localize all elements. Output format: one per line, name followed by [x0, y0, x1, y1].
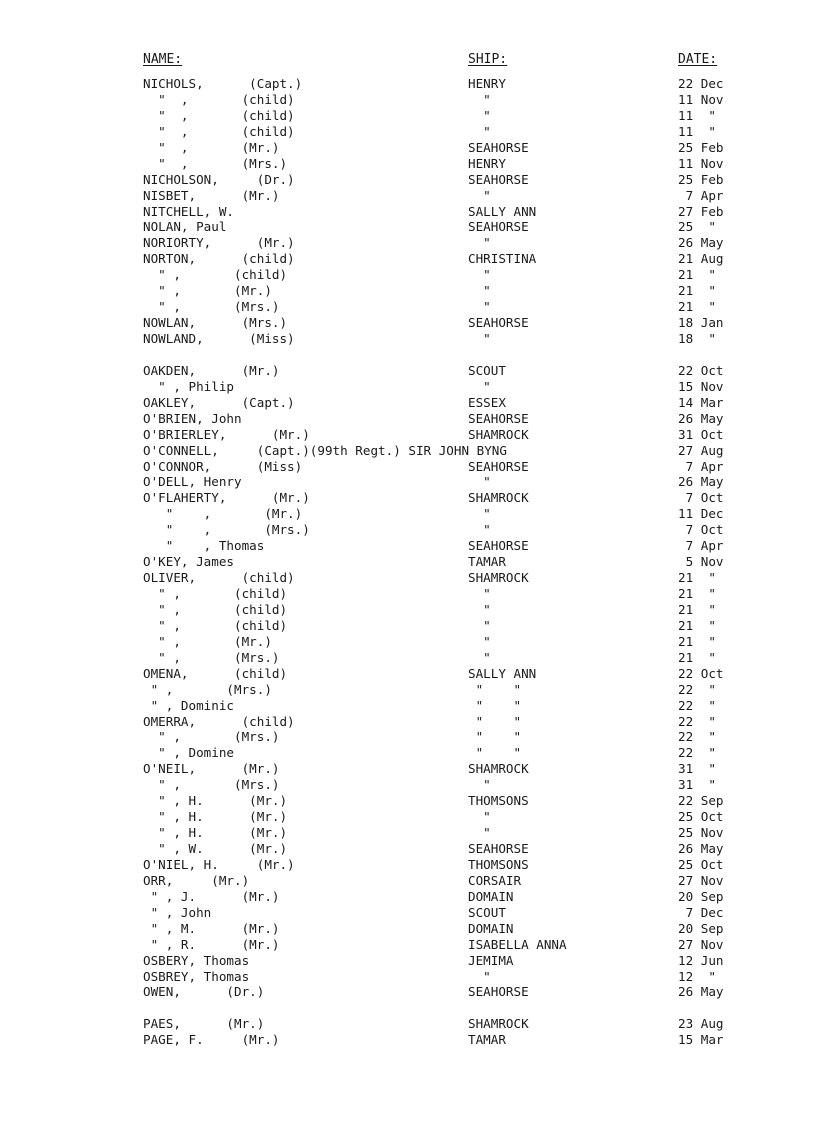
passenger-name: O'FLAHERTY, (Mr.) — [143, 490, 310, 506]
passenger-name: " , (child) — [143, 586, 288, 601]
list-row — [0, 363, 816, 379]
spacer-row — [0, 1000, 816, 1016]
ship-name: " — [468, 123, 491, 139]
passenger-name: " , H. (Mr.) — [143, 793, 288, 809]
list-row — [0, 395, 816, 411]
list-row — [0, 188, 816, 204]
passenger-name: " , (Mrs.) — [143, 299, 280, 315]
ship-column-header: SHIP: — [468, 52, 508, 67]
passenger-name: " , H. (Mr.) — [143, 825, 288, 841]
arrival-date: 12 " — [678, 968, 716, 984]
list-row — [0, 427, 816, 443]
ship-name: SHAMROCK — [468, 570, 529, 586]
ship-name: SALLY ANN — [468, 665, 537, 681]
passenger-name: O'DELL, Henry — [143, 474, 242, 490]
arrival-date: 21 " — [678, 570, 716, 586]
arrival-date: 27 Nov — [678, 936, 724, 952]
ship-name: " — [468, 187, 491, 203]
list-row — [0, 219, 816, 235]
ship-name: " — [468, 968, 491, 984]
arrival-date: 27 Aug — [678, 442, 724, 458]
arrival-date: 22 " — [678, 697, 716, 713]
arrival-date: 22 Oct — [678, 362, 724, 378]
arrival-date: 25 Feb — [678, 139, 724, 155]
passenger-name: OSBERY, Thomas — [143, 952, 250, 968]
list-row — [0, 1032, 816, 1048]
arrival-date: 26 May — [678, 235, 724, 251]
ship-name: CORSAIR — [468, 872, 522, 888]
passenger-name: PAES, (Mr.) — [143, 1016, 265, 1032]
list-row — [0, 124, 816, 140]
list-row — [0, 267, 816, 283]
ship-name: " — [468, 506, 491, 522]
arrival-date: 11 Dec — [678, 506, 724, 522]
list-row — [0, 634, 816, 650]
list-row — [0, 204, 816, 220]
date-column-header: DATE: — [678, 52, 718, 67]
list-row — [0, 761, 816, 777]
passenger-name: " , Thomas — [143, 538, 265, 554]
passenger-name: " , (child) — [143, 617, 288, 633]
arrival-date: 25 Oct — [678, 856, 724, 872]
passenger-name: OAKDEN, (Mr.) — [143, 362, 280, 378]
ship-name: " " — [468, 745, 522, 761]
ship-name: " — [468, 809, 491, 825]
ship-name: " — [468, 601, 491, 617]
passenger-name: O'BRIERLEY, (Mr.) — [143, 426, 310, 442]
list-row — [0, 745, 816, 761]
passenger-name: O'CONNOR, (Miss) — [143, 458, 303, 474]
arrival-date: 22 Oct — [678, 665, 724, 681]
ship-name: TAMAR — [468, 554, 506, 570]
arrival-date: 7 Apr — [678, 538, 724, 554]
list-row — [0, 984, 816, 1000]
arrival-date: 11 " — [678, 123, 716, 139]
ship-name: " " — [468, 697, 522, 713]
passenger-name: " , (Mrs.) — [143, 681, 272, 697]
ship-name: SHAMROCK — [468, 1016, 529, 1032]
list-row — [0, 953, 816, 969]
list-row — [0, 379, 816, 395]
arrival-date: 22 " — [678, 681, 716, 697]
arrival-date: 11 Nov — [678, 155, 724, 171]
arrival-date: 21 " — [678, 299, 716, 315]
list-row — [0, 714, 816, 730]
ship-name: HENRY — [468, 76, 506, 91]
ship-name: " " — [468, 729, 522, 745]
list-row — [0, 331, 816, 347]
ship-name: " — [468, 378, 491, 394]
list-row — [0, 1016, 816, 1032]
passenger-name: " , (Mrs.) — [143, 522, 310, 538]
list-row — [0, 921, 816, 937]
ship-name: SHAMROCK — [468, 761, 529, 777]
list-row — [0, 841, 816, 857]
arrival-date: 5 Nov — [678, 554, 724, 570]
passenger-name: " , J. (Mr.) — [143, 888, 280, 904]
passenger-name: " , (Mrs.) — [143, 155, 288, 171]
ship-name: THOMSONS — [468, 793, 529, 809]
passenger-name: O'CONNELL, (Capt.)(99th Regt.) SIR JOHN BYNG — [143, 442, 507, 458]
arrival-date: 26 May — [678, 474, 724, 490]
arrival-date: 11 " — [678, 107, 716, 123]
arrival-date: 21 " — [678, 586, 716, 601]
ship-name: THOMSONS — [468, 856, 529, 872]
ship-name: ISABELLA ANNA — [468, 936, 567, 952]
passenger-name: NITCHELL, W. — [143, 203, 234, 219]
arrival-date: 23 Aug — [678, 1016, 724, 1032]
ship-name: " — [468, 235, 491, 251]
list-row — [0, 251, 816, 267]
ship-name: " — [468, 649, 491, 665]
list-row — [0, 506, 816, 522]
list-row — [0, 522, 816, 538]
arrival-date: 22 Sep — [678, 793, 724, 809]
list-row — [0, 108, 816, 124]
passenger-name: NISBET, (Mr.) — [143, 187, 280, 203]
passenger-name: NICHOLSON, (Dr.) — [143, 171, 295, 187]
arrival-date: 31 " — [678, 761, 716, 777]
passenger-name: OMENA, (child) — [143, 665, 288, 681]
passenger-name: OWEN, (Dr.) — [143, 984, 265, 1000]
arrival-date: 22 " — [678, 713, 716, 729]
arrival-date: 7 Oct — [678, 490, 724, 506]
arrival-date: 21 " — [678, 617, 716, 633]
list-row — [0, 618, 816, 634]
list-row — [0, 666, 816, 682]
list-row — [0, 459, 816, 475]
arrival-date: 21 " — [678, 283, 716, 299]
list-row — [0, 793, 816, 809]
ship-name: " — [468, 267, 491, 283]
ship-name: " — [468, 586, 491, 601]
passenger-name: " , (Mr.) — [143, 139, 280, 155]
ship-name: SEAHORSE — [468, 139, 529, 155]
arrival-date: 20 Sep — [678, 888, 724, 904]
list-row — [0, 586, 816, 602]
arrival-date: 21 " — [678, 267, 716, 283]
passenger-list — [0, 76, 816, 1048]
list-row — [0, 698, 816, 714]
ship-name: ESSEX — [468, 394, 506, 410]
ship-name: JEMIMA — [468, 952, 514, 968]
list-row — [0, 411, 816, 427]
arrival-date: 27 Feb — [678, 203, 724, 219]
ship-name: SEAHORSE — [468, 984, 529, 1000]
list-row — [0, 538, 816, 554]
ship-name: SEAHORSE — [468, 841, 529, 856]
list-row — [0, 857, 816, 873]
arrival-date: 21 " — [678, 633, 716, 649]
arrival-date: 15 Mar — [678, 1032, 724, 1048]
passenger-name: " , (child) — [143, 123, 295, 139]
arrival-date: 25 Feb — [678, 171, 724, 187]
ship-name: " — [468, 633, 491, 649]
passenger-name: OSBREY, Thomas — [143, 968, 250, 984]
list-row — [0, 443, 816, 459]
ship-name: SEAHORSE — [468, 458, 529, 474]
passenger-name: NOWLAND, (Miss) — [143, 331, 295, 346]
list-row — [0, 937, 816, 953]
passenger-name: " , W. (Mr.) — [143, 841, 288, 856]
passenger-name: " , (child) — [143, 601, 288, 617]
ship-name: CHRISTINA — [468, 251, 537, 267]
ship-name: SEAHORSE — [468, 171, 529, 187]
list-row — [0, 140, 816, 156]
arrival-date: 22 " — [678, 745, 716, 761]
arrival-date: 18 Jan — [678, 315, 724, 331]
ship-name: " — [468, 474, 491, 490]
list-row — [0, 172, 816, 188]
list-row — [0, 156, 816, 172]
passenger-name: NORTON, (child) — [143, 251, 295, 267]
arrival-date: 7 Dec — [678, 904, 724, 920]
passenger-name: " , R. (Mr.) — [143, 936, 280, 952]
passenger-name: " , M. (Mr.) — [143, 920, 280, 936]
arrival-date: 12 Jun — [678, 952, 724, 968]
arrival-date: 26 May — [678, 410, 724, 426]
list-row — [0, 777, 816, 793]
ship-name: SCOUT — [468, 362, 506, 378]
ship-name: " " — [468, 681, 522, 697]
passenger-name: " , Dominic — [143, 697, 234, 713]
arrival-date: 31 Oct — [678, 426, 724, 442]
list-row — [0, 92, 816, 108]
arrival-date: 22 " — [678, 729, 716, 745]
passenger-name: " , (Mrs.) — [143, 777, 280, 793]
passenger-name: " , John — [143, 904, 212, 920]
passenger-name: O'BRIEN, John — [143, 410, 242, 426]
arrival-date: 18 " — [678, 331, 716, 346]
passenger-name: " , (Mrs.) — [143, 729, 280, 745]
ship-name: SEAHORSE — [468, 538, 529, 554]
passenger-name: NICHOLS, (Capt.) — [143, 76, 303, 91]
passenger-name: " , (Mr.) — [143, 506, 303, 522]
passenger-name: " , (Mr.) — [143, 283, 272, 299]
passenger-name: " , Philip — [143, 378, 234, 394]
list-row — [0, 283, 816, 299]
ship-name: " — [468, 617, 491, 633]
passenger-name: PAGE, F. (Mr.) — [143, 1032, 280, 1048]
arrival-date: 11 Nov — [678, 91, 724, 107]
list-row — [0, 969, 816, 985]
passenger-name: " , (child) — [143, 91, 295, 107]
ship-name: DOMAIN — [468, 920, 514, 936]
arrival-date: 25 " — [678, 219, 716, 235]
list-row — [0, 474, 816, 490]
passenger-name: NORIORTY, (Mr.) — [143, 235, 295, 251]
arrival-date: 7 Apr — [678, 187, 724, 203]
list-row — [0, 873, 816, 889]
passenger-name: NOWLAN, (Mrs.) — [143, 315, 288, 331]
name-column-header: NAME: — [143, 52, 183, 67]
list-row — [0, 905, 816, 921]
arrival-date: 21 Aug — [678, 251, 724, 267]
list-row — [0, 650, 816, 666]
arrival-date: 22 Dec — [678, 76, 724, 91]
ship-name: SEAHORSE — [468, 315, 529, 331]
arrival-date: 20 Sep — [678, 920, 724, 936]
list-row — [0, 729, 816, 745]
ship-name: " — [468, 107, 491, 123]
list-row — [0, 889, 816, 905]
arrival-date: 7 Oct — [678, 522, 724, 538]
passenger-name: OAKLEY, (Capt.) — [143, 394, 295, 410]
arrival-date: 21 " — [678, 649, 716, 665]
passenger-name: " , (Mr.) — [143, 633, 272, 649]
passenger-name: ORR, (Mr.) — [143, 872, 250, 888]
arrival-date: 14 Mar — [678, 394, 724, 410]
ship-name: TAMAR — [468, 1032, 506, 1048]
arrival-date: 26 May — [678, 841, 724, 856]
passenger-name: O'KEY, James — [143, 554, 234, 570]
arrival-date: 26 May — [678, 984, 724, 1000]
ship-name: " — [468, 522, 491, 538]
passenger-name: OMERRA, (child) — [143, 713, 295, 729]
passenger-name: " , (child) — [143, 267, 288, 283]
list-row — [0, 809, 816, 825]
arrival-date: 7 Apr — [678, 458, 724, 474]
passenger-name: " , Domine — [143, 745, 234, 761]
arrival-date: 27 Nov — [678, 872, 724, 888]
arrival-date: 25 Nov — [678, 825, 724, 841]
ship-name: " — [468, 299, 491, 315]
list-row — [0, 602, 816, 618]
ship-name: SALLY ANN — [468, 203, 537, 219]
arrival-date: 21 " — [678, 601, 716, 617]
ship-name: " " — [468, 713, 522, 729]
ship-name: " — [468, 283, 491, 299]
list-row — [0, 76, 816, 92]
ship-name: HENRY — [468, 155, 506, 171]
ship-name: SCOUT — [468, 904, 506, 920]
ship-name: " — [468, 777, 491, 793]
list-row — [0, 570, 816, 586]
list-row — [0, 299, 816, 315]
ship-name: " — [468, 331, 491, 346]
spacer-row — [0, 347, 816, 363]
passenger-name: " , (Mrs.) — [143, 649, 280, 665]
passenger-name: O'NIEL, H. (Mr.) — [143, 856, 295, 872]
ship-name: DOMAIN — [468, 888, 514, 904]
list-row — [0, 490, 816, 506]
list-row — [0, 682, 816, 698]
list-row — [0, 235, 816, 251]
passenger-name: " , H. (Mr.) — [143, 809, 288, 825]
ship-name: SHAMROCK — [468, 490, 529, 506]
ship-name: SEAHORSE — [468, 410, 529, 426]
list-row — [0, 825, 816, 841]
passenger-name: " , (child) — [143, 107, 295, 123]
ship-name: SEAHORSE — [468, 219, 529, 235]
arrival-date: 25 Oct — [678, 809, 724, 825]
arrival-date: 31 " — [678, 777, 716, 793]
passenger-name: O'NEIL, (Mr.) — [143, 761, 280, 777]
arrival-date: 15 Nov — [678, 378, 724, 394]
ship-name: SHAMROCK — [468, 426, 529, 442]
passenger-name: NOLAN, Paul — [143, 219, 227, 235]
list-row — [0, 315, 816, 331]
list-row — [0, 554, 816, 570]
ship-name: " — [468, 825, 491, 841]
passenger-name: OLIVER, (child) — [143, 570, 295, 586]
ship-name: " — [468, 91, 491, 107]
